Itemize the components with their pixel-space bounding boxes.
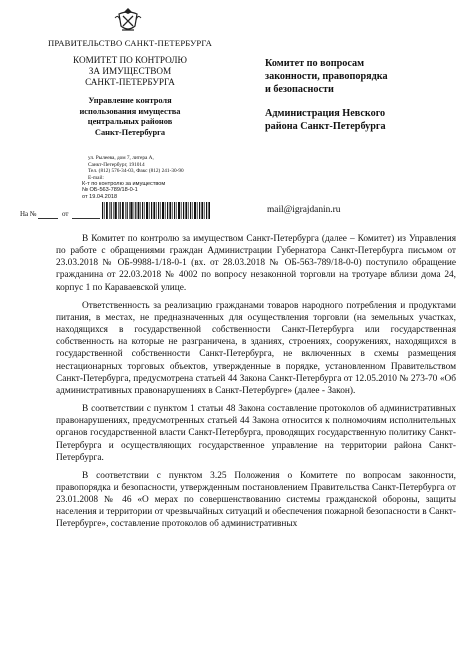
registration-stamp: К-т по контролю за имуществом № ОБ-563-789/18-0-1 от 19.04.2018 <box>82 181 166 200</box>
body-paragraph: Ответственность за реализацию гражданами товаров народного потребления и продуктами питания, в местах, не предназначенных для осуществления торговли (на земельных участках, находящихся в государственной собственности Санкт-Петербурга или государственная собственность на которые не разграничена, в зданиях, строениях, сооружениях, находящихся в государственной собственности Санкт-Петербурга, не включенных в схемы размещения нестационарных торговых объектов, утвержденные в порядке, установленном Правительством Санкт-Петербурга, предусмотрена статьей 44 Закона Санкт-Петербурга от 12.05.2010 № 273-70 «Об административных правонарушениях в Санкт-Петербурге» (далее - Закон). <box>56 300 456 396</box>
reference-date-line <box>72 218 100 219</box>
letter-body <box>56 233 456 531</box>
body-paragraph: В соответствии с пунктом 1 статьи 48 Закона составление протоколов об административных правонарушениях, предусмотренных статьей 44 Закона относится к полномочиям исполнительных органов государственной власти Санкт-Петербурга, проводящих государственную политику Санкт-Петербурга и осуществляющих государственное управление на территории района Санкт-Петербурга. <box>56 404 456 463</box>
recipient-email: mail@igrajdanin.ru <box>267 205 341 215</box>
addressee-committee: Комитет по вопросам законности, правопорядка и безопасности <box>265 58 388 95</box>
addressee-administration: Администрация Невского района Санкт-Петербурга <box>265 108 386 132</box>
reference-number-line <box>38 218 58 219</box>
sender-block <box>20 38 240 138</box>
department-name: Управление контроля использования имущества центральных районов Санкт-Петербурга <box>79 96 181 137</box>
barcode-image <box>102 202 210 219</box>
reference-number-label: На № <box>20 210 37 218</box>
committee-name: КОМИТЕТ ПО КОНТРОЛЮ ЗА ИМУЩЕСТВОМ САНКТ-ПЕТЕРБУРГА <box>73 55 187 87</box>
body-paragraph: В Комитет по контролю за имуществом Санкт-Петербурга (далее – Комитет) из Управления по работе с обращениями граждан Администрации Губернатора Санкт-Петербурга письмом от 23.03.2018 № ОБ-9988-1/18-0-1 (вх. от 28.03.2018 № ОБ-563-789/18-0-0) поступило обращение гражданина от 22.03.2018 № 4002 по вопросу незаконной торговли на тротуаре вблизи дома 24, корпус 1 по Караваевской улице. <box>56 234 456 293</box>
body-paragraph: В соответствии с пунктом 3.25 Положения о Комитете по вопросам законности, правопорядка и безопасности, утвержденным постановлением Правительства Санкт-Петербурга от 23.01.2008 № 46 «О мерах по совершенствованию системы гражданской обороны, защиты населения и территории от чрезвычайных ситуаций и обеспечения пожарной безопасности в Санкт-Петербурге», составление протоколов об административных <box>56 470 456 530</box>
government-title: ПРАВИТЕЛЬСТВО САНКТ-ПЕТЕРБУРГА <box>47 38 213 48</box>
addressee-block <box>265 57 455 133</box>
reference-date-label: от <box>62 210 69 218</box>
coat-of-arms-emblem <box>113 6 143 34</box>
sender-address: ул. Рылеева, дом 7, литера А, Санкт-Петербург, 191014 Тел. (812) 576-34-03, Факс (812) 241-30-90 E-mail: <box>88 155 184 181</box>
